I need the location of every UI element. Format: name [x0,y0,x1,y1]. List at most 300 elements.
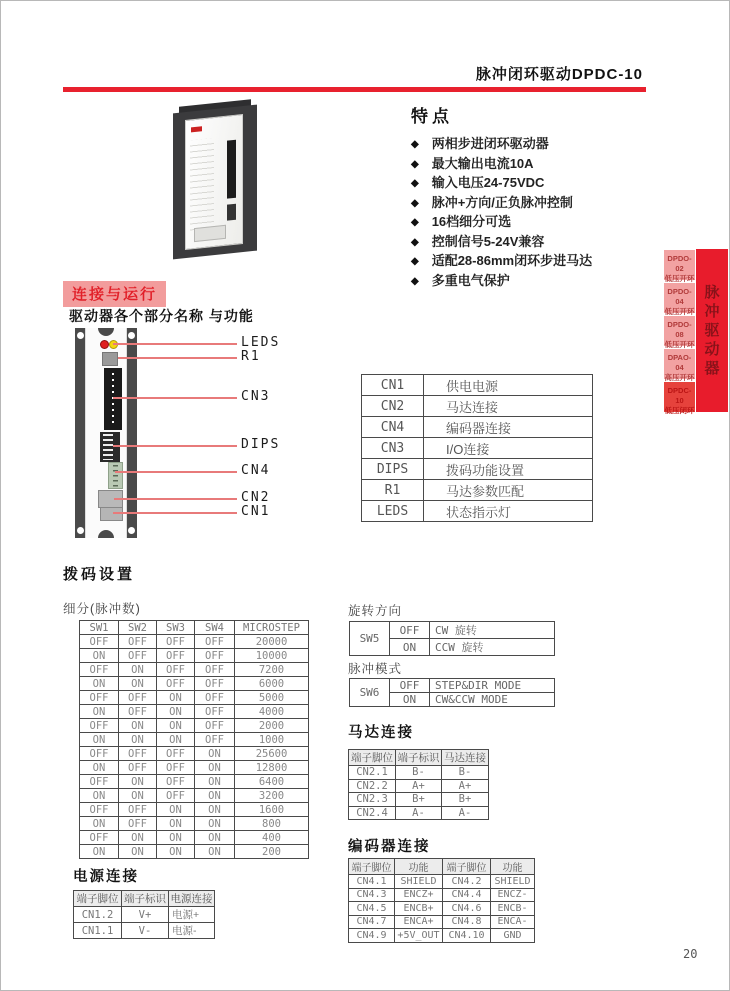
feature-item [411,155,651,175]
table-cell: CW 旋转 [430,622,555,639]
table-row [349,902,535,916]
table-cell: OFF [80,747,119,761]
table-row [80,691,309,705]
table-cell: ENCB- [491,902,535,916]
tab-model: DPDO-04 [667,287,692,307]
table-cell: A+ [396,779,442,793]
table-cell: ON [80,789,119,803]
switch-name-cell: SW5 [350,622,390,656]
header-rule [63,87,646,92]
table-cell: ON [390,639,430,656]
driver-left-flange [75,328,85,538]
table-cell: OFF [80,831,119,845]
mounting-hole [128,332,135,339]
table-cell: 1000 [235,733,309,747]
photo-bottom-connector [194,225,226,242]
table-cell: B+ [396,793,442,807]
header-cell: SW1 [80,621,119,635]
diamond-bullet-icon: ◆ [411,197,419,209]
table-row [349,793,489,807]
feature-item [411,213,651,233]
callout-label-cn3: CN3 [241,389,271,404]
table-cell: R1 [362,480,424,501]
table-row [362,459,593,480]
table-cell: ENCA+ [395,915,443,929]
callout-label-leds: LEDS [241,335,281,350]
table-row [350,679,555,693]
dip-settings-heading: 拨码设置 [63,566,136,583]
table-cell: ON [157,817,195,831]
table-cell: CW&CCW MODE [430,693,555,707]
dip-switch-block [100,432,120,462]
table-cell: OFF [119,817,157,831]
callout-label-cn2: CN2 [241,490,271,505]
table-cell: ON [157,733,195,747]
table-cell: ON [195,789,235,803]
mounting-hole [128,527,135,534]
table-cell: CN1.1 [74,923,122,939]
table-row [80,775,309,789]
table-cell: OFF [390,622,430,639]
tab-model: DPAO-04 [667,353,692,373]
r1-potentiometer [102,352,118,366]
table-cell: SHIELD [395,875,443,889]
section-subheading: 驱动器各个部分名称 与功能 [69,308,254,324]
pulse-mode-table [349,678,555,707]
vertical-label-char: 器 [704,360,720,377]
table-header-row [349,859,535,875]
product-photo [159,101,299,261]
feature-item [411,252,651,272]
table-cell: 马达参数匹配 [424,480,593,501]
table-cell: ON [195,831,235,845]
table-cell: OFF [119,747,157,761]
table-cell: OFF [195,635,235,649]
table-cell: ON [80,649,119,663]
table-cell: B+ [442,793,489,807]
table-cell: OFF [157,677,195,691]
table-cell: OFF [80,803,119,817]
part-function-table [361,374,593,522]
microstep-subheading: 细分(脉冲数) [63,602,141,616]
table-cell: CN4 [362,417,424,438]
table-row [80,789,309,803]
table-cell: B- [396,766,442,780]
table-cell: 2000 [235,719,309,733]
table-cell: CCW 旋转 [430,639,555,656]
table-row [80,803,309,817]
features-section [411,102,651,291]
table-cell: I/O连接 [424,438,593,459]
red-led-icon [100,340,109,349]
table-cell: 1600 [235,803,309,817]
table-cell: ON [119,775,157,789]
table-cell: CN4.8 [443,915,491,929]
feature-text: 适配28-86mm闭环步进马达 [431,253,593,268]
vertical-label-char: 动 [704,341,720,358]
table-cell: CN1 [362,375,424,396]
callout-label-r1: R1 [241,349,261,364]
section-heading-badge: 连接与运行 [63,281,166,307]
callout-line [113,445,237,447]
table-header-row [74,891,215,907]
feature-text: 两相步进闭环驱动器 [431,136,549,151]
table-cell: ON [119,845,157,859]
photo-label-text [190,138,214,233]
table-cell: 400 [235,831,309,845]
table-cell: CN2.4 [349,806,396,820]
diamond-bullet-icon: ◆ [411,178,419,189]
table-cell: CN2 [362,396,424,417]
table-cell: 电源- [169,923,215,939]
table-cell: 5000 [235,691,309,705]
table-row [349,806,489,820]
callout-line [113,397,237,399]
table-cell: OFF [157,775,195,789]
table-header-row [349,750,489,766]
table-cell: ON [157,691,195,705]
table-cell: ON [390,693,430,707]
table-cell: V- [122,923,169,939]
table-cell: LEDS [362,501,424,522]
table-cell: ON [80,761,119,775]
table-cell: OFF [119,761,157,775]
table-cell: A- [442,806,489,820]
feature-item [411,174,651,194]
table-cell: CN4.1 [349,875,395,889]
table-cell: 拨码功能设置 [424,459,593,480]
table-cell: 3200 [235,789,309,803]
sidebar-tab-dpdc-10 [664,382,695,416]
tab-type: 高压开环 [664,373,695,383]
table-cell: OFF [80,719,119,733]
table-cell: OFF [80,691,119,705]
table-cell: CN3 [362,438,424,459]
table-cell: ON [80,705,119,719]
tab-type: 低压闭环 [664,406,695,416]
microstep-table [79,620,309,859]
table-row [349,929,535,943]
table-row [349,875,535,889]
table-cell: CN1.2 [74,907,122,923]
vertical-label-char: 驱 [704,322,720,339]
table-cell: OFF [195,677,235,691]
table-row [362,396,593,417]
table-cell: ON [195,775,235,789]
table-cell: ON [119,831,157,845]
table-cell: 编码器连接 [424,417,593,438]
photo-brand-mark [191,126,202,132]
table-cell: OFF [157,747,195,761]
dip-switch-rows [103,434,113,460]
table-cell: OFF [119,635,157,649]
table-row [80,733,309,747]
header-cell: MICROSTEP [235,621,309,635]
table-header-row [80,621,309,635]
table-cell: OFF [119,691,157,705]
table-cell: OFF [80,775,119,789]
table-cell: 供电电源 [424,375,593,396]
table-cell: OFF [195,691,235,705]
table-cell: ON [195,803,235,817]
table-cell: DIPS [362,459,424,480]
table-cell: ON [119,719,157,733]
feature-text: 控制信号5-24V兼容 [431,233,545,249]
table-cell: A- [396,806,442,820]
callout-line [113,343,237,345]
table-row [349,888,535,902]
table-cell: 马达连接 [424,396,593,417]
table-row [80,635,309,649]
header-cell: 端子标识 [396,750,442,766]
header-cell: SW2 [119,621,157,635]
power-connection-table [73,890,215,939]
table-row [362,375,593,396]
tab-model: DPDC-10 [667,386,692,406]
table-cell: ENCB+ [395,902,443,916]
table-row [80,719,309,733]
table-row [80,831,309,845]
callout-label-dips: DIPS [241,437,281,452]
table-cell: ON [195,817,235,831]
cn3-pins [112,373,114,425]
sidebar-tab-dpdo-02 [664,250,695,284]
feature-text: 最大输出电流10A [431,155,534,171]
table-row [80,705,309,719]
header-cell: 端子脚位 [443,859,491,875]
header-cell: 端子标识 [122,891,169,907]
table-cell: 状态指示灯 [424,501,593,522]
table-cell: CN2.3 [349,793,396,807]
driver-right-flange [127,328,137,538]
header-cell: 马达连接 [442,750,489,766]
table-cell: CN4.3 [349,888,395,902]
photo-front-panel [185,114,243,250]
header-cell: 电源连接 [169,891,215,907]
table-cell: ON [157,831,195,845]
table-row [362,417,593,438]
diamond-bullet-icon: ◆ [411,256,419,267]
table-cell: OFF [80,635,119,649]
table-cell: ON [195,845,235,859]
vertical-label-char: 脉 [704,284,720,301]
table-cell: ON [157,845,195,859]
sidebar-tab-dpdo-08 [664,316,695,350]
tab-type: 低压开环 [664,340,695,350]
table-cell: OFF [119,803,157,817]
switch-name-cell: SW6 [350,679,390,707]
diamond-bullet-icon: ◆ [411,275,419,287]
header-cell: 功能 [491,859,535,875]
table-cell: OFF [157,649,195,663]
page-title: 脉冲闭环驱动DPDC-10 [475,66,643,83]
page-number: 20 [683,947,698,961]
power-connection-heading: 电源连接 [73,869,139,885]
encoder-connection-heading: 编码器连接 [348,839,431,855]
table-cell: ENCZ+ [395,888,443,902]
header-cell: 端子脚位 [349,750,396,766]
feature-item [411,233,651,253]
table-cell: V+ [122,907,169,923]
table-row [80,761,309,775]
table-cell: 800 [235,817,309,831]
table-cell: OFF [119,649,157,663]
table-cell: ON [119,733,157,747]
rotation-direction-table [349,621,555,656]
table-cell: 4000 [235,705,309,719]
mounting-hole [77,527,84,534]
table-cell: CN4.2 [443,875,491,889]
diamond-bullet-icon: ◆ [411,217,419,228]
features-list [411,135,651,291]
table-cell: ON [80,817,119,831]
table-cell: ENCZ- [491,888,535,902]
table-cell: 10000 [235,649,309,663]
table-cell: OFF [157,663,195,677]
table-cell: 电源+ [169,907,215,923]
diamond-bullet-icon: ◆ [411,158,419,170]
table-cell: ENCA- [491,915,535,929]
table-row [80,845,309,859]
table-cell: CN2.2 [349,779,396,793]
cn4-pins [113,465,118,487]
header-cell: 端子脚位 [349,859,395,875]
table-row [80,649,309,663]
table-cell: ON [119,789,157,803]
table-row [349,779,489,793]
table-cell: 6400 [235,775,309,789]
pulse-mode-subheading: 脉冲模式 [348,662,403,676]
header-cell: 功能 [395,859,443,875]
tab-model: DPDO-02 [667,254,692,274]
vertical-label-char: 冲 [704,303,720,320]
feature-text: 输入电压24-75VDC [431,175,545,190]
table-cell: 12800 [235,761,309,775]
table-cell: STEP&DIR MODE [430,679,555,693]
table-cell: OFF [195,733,235,747]
mounting-hole [77,332,84,339]
tab-model: DPDO-08 [667,320,692,340]
table-cell: ON [157,803,195,817]
photo-connector [227,140,236,199]
table-row [80,663,309,677]
table-row [362,501,593,522]
callout-line [114,498,237,500]
table-row [80,817,309,831]
feature-item [411,135,651,155]
feature-text: 16档细分可选 [431,214,512,229]
callout-line [115,471,237,473]
callout-line [118,357,237,359]
header-cell: SW4 [195,621,235,635]
diamond-bullet-icon: ◆ [411,236,419,248]
table-cell: ON [195,747,235,761]
table-cell: ON [195,761,235,775]
table-row [74,907,215,923]
photo-dip-switch [227,204,236,221]
table-cell: CN4.5 [349,902,395,916]
table-cell: B- [442,766,489,780]
table-row [350,622,555,639]
table-cell: CN4.6 [443,902,491,916]
feature-item [411,272,651,292]
header-cell: SW3 [157,621,195,635]
table-row [362,480,593,501]
table-cell: ON [119,663,157,677]
table-cell: SHIELD [491,875,535,889]
motor-connection-table [348,749,489,820]
tab-type: 低压开环 [664,307,695,317]
table-cell: ON [119,677,157,691]
table-cell: CN4.4 [443,888,491,902]
table-cell: ON [80,677,119,691]
table-cell: ON [80,845,119,859]
cn4-connector [108,462,123,489]
table-row [80,747,309,761]
table-cell: OFF [195,719,235,733]
diamond-bullet-icon: ◆ [411,139,419,150]
motor-connection-heading: 马达连接 [348,725,414,741]
table-cell: 7200 [235,663,309,677]
table-cell: OFF [390,679,430,693]
table-cell: CN4.9 [349,929,395,943]
table-row [349,766,489,780]
table-row [80,677,309,691]
table-cell: 25600 [235,747,309,761]
sidebar-tab-dpdo-04 [664,283,695,317]
table-row [349,915,535,929]
table-cell: CN4.7 [349,915,395,929]
table-cell: 20000 [235,635,309,649]
table-cell: ON [157,705,195,719]
feature-text: 多重电气保护 [431,272,510,288]
header-cell: 端子脚位 [74,891,122,907]
table-cell: OFF [119,705,157,719]
table-cell: OFF [157,635,195,649]
table-cell: +5V_OUT [395,929,443,943]
table-cell: OFF [195,705,235,719]
table-cell: OFF [195,663,235,677]
feature-text: 脉冲+方向/正负脉冲控制 [431,194,573,210]
encoder-connection-table [348,858,535,943]
callout-label-cn1: CN1 [241,504,271,519]
table-cell: CN4.10 [443,929,491,943]
callout-label-cn4: CN4 [241,463,271,478]
table-cell: 6000 [235,677,309,691]
sidebar-tab-dpao-04 [664,349,695,383]
cn1-connector [100,507,123,521]
cn3-connector [104,368,122,430]
callout-line [113,512,237,514]
features-heading: 特点 [411,107,453,126]
table-cell: OFF [195,649,235,663]
table-cell: OFF [157,789,195,803]
table-cell: ON [157,719,195,733]
table-row [74,923,215,939]
table-cell: GND [491,929,535,943]
tab-type: 低压开环 [664,274,695,284]
feature-item [411,194,651,214]
table-cell: ON [80,733,119,747]
sidebar-category-label [696,249,728,412]
table-cell: OFF [80,663,119,677]
table-cell: A+ [442,779,489,793]
table-cell: OFF [157,761,195,775]
table-cell: CN2.1 [349,766,396,780]
table-cell: 200 [235,845,309,859]
table-row [362,438,593,459]
rotation-subheading: 旋转方向 [348,604,403,618]
